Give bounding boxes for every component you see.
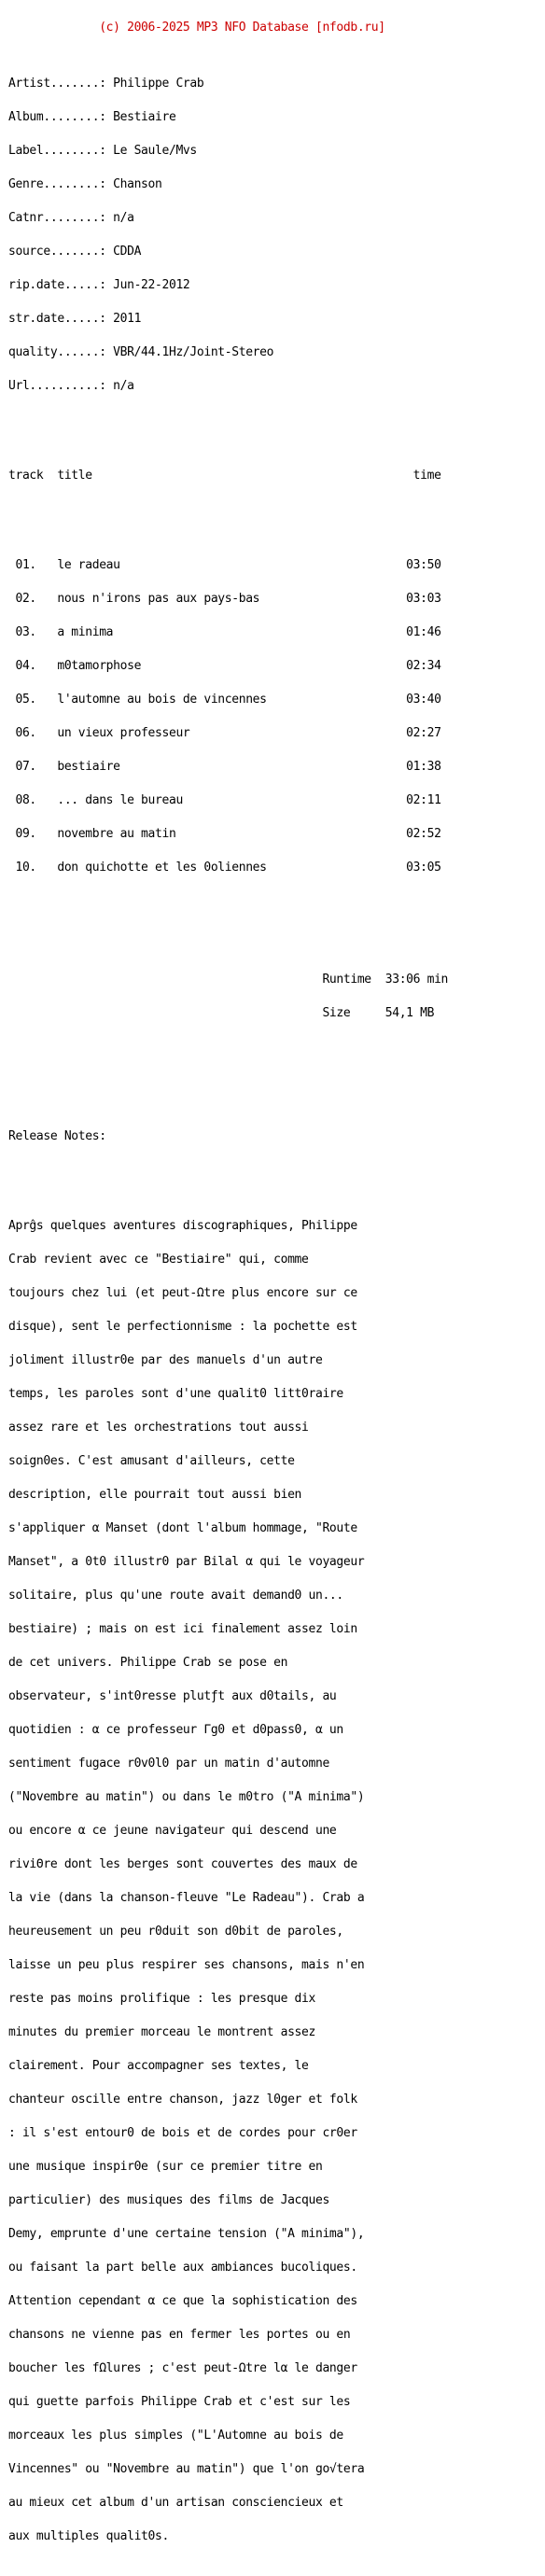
notes-line: chanteur oscille entre chanson, jazz l0ger et folk [8, 2093, 357, 2107]
notes-line: Manset", a 0t0 illustr0 par Bilal α qui le voyageur [8, 1555, 365, 1569]
notes-line: Crab revient avec ce "Bestiaire" qui, comme [8, 1253, 309, 1267]
notes-line: assez rare et les orchestrations tout aussi [8, 1421, 309, 1435]
summary [8, 952, 448, 1042]
release-notes-title: Release Notes: [8, 1129, 106, 1143]
notes-line: aux multiples qualit0s. [8, 2529, 169, 2543]
tracklist-header: track title time [8, 469, 441, 483]
notes-line: Vincennes" ou "Novembre au matin") que l'on go√tera [8, 2462, 365, 2476]
track-row: 08. ... dans le bureau 02:11 [8, 793, 441, 807]
spacer [8, 504, 448, 515]
notes-line: une musique inspir0e (sur ce premier titre en [8, 2160, 323, 2174]
info-artist: Artist.......: Philippe Crab [8, 77, 204, 91]
spacer [8, 1064, 448, 1075]
spacer [8, 437, 448, 448]
notes-line: la vie (dans la chanson-fleuve "Le Radeau"). Crab a [8, 1891, 365, 1905]
release-notes [8, 1198, 448, 2565]
nfo-document [8, 0, 448, 2576]
track-row: 10. don quichotte et les 0oliennes 03:05 [8, 861, 441, 875]
notes-line: heureusement un peu r0duit son d0bit de paroles, [8, 1925, 343, 1939]
notes-line: morceaux les plus simples ("L'Automne au bois de [8, 2429, 343, 2443]
notes-line: qui guette parfois Philippe Crab et c'est sur les [8, 2395, 351, 2409]
track-row: 04. m0tamorphose 02:34 [8, 659, 441, 673]
notes-line: temps, les paroles sont d'une qualit0 litt0raire [8, 1387, 343, 1401]
notes-line: boucher les fΩlures ; c'est peut-Ωtre lα le danger [8, 2361, 357, 2375]
tracklist [8, 538, 448, 896]
notes-line: au mieux cet album d'un artisan consciencieux et [8, 2496, 343, 2510]
notes-line: ou encore α ce jeune navigateur qui descend une [8, 1824, 337, 1838]
notes-line: soign0es. C'est amusant d'ailleurs, cette [8, 1454, 295, 1468]
info-genre: Genre........: Chanson [8, 177, 162, 191]
nfodb-header: (c) 2006-2025 MP3 NFO Database [nfodb.ru] [8, 21, 385, 35]
notes-line: sentiment fugace r0v0l0 par un matin d'automne [8, 1757, 329, 1771]
notes-line: toujours chez lui (et peut-Ωtre plus encore sur ce [8, 1286, 357, 1300]
notes-line: solitaire, plus qu'une route avait demand0 un... [8, 1589, 343, 1603]
runtime: Runtime 33:06 min [8, 973, 449, 987]
track-row: 03. a minima 01:46 [8, 625, 441, 639]
notes-line: Demy, emprunte d'une certaine tension ("A minima"), [8, 2227, 365, 2241]
track-row: 01. le radeau 03:50 [8, 558, 441, 572]
info-label: Label........: Le Saule/Mvs [8, 144, 197, 158]
notes-line: : il s'est entour0 de bois et de cordes pour cr0er [8, 2126, 357, 2140]
info-album: Album........: Bestiaire [8, 110, 176, 124]
spacer [8, 1098, 448, 1109]
notes-line: bestiaire) ; mais on est ici finalement assez loin [8, 1622, 357, 1636]
info-source: source.......: CDDA [8, 245, 142, 259]
notes-line: ou faisant la part belle aux ambiances bucoliques. [8, 2261, 357, 2275]
notes-line: laisse un peu plus respirer ses chansons, mais n'en [8, 1958, 365, 1972]
size: Size 54,1 MB [8, 1006, 435, 1020]
notes-line: disque), sent le perfectionnisme : la pochette est [8, 1320, 357, 1334]
spacer [8, 1165, 448, 1176]
notes-line: quotidien : α ce professeur Γg0 et d0pass0, α un [8, 1723, 343, 1737]
notes-line: Aprĝs quelques aventures discographiques, Philippe [8, 1219, 357, 1233]
track-row: 06. un vieux professeur 02:27 [8, 726, 441, 740]
info-catnr: Catnr........: n/a [8, 211, 134, 225]
notes-line: reste pas moins prolifique : les presque dix [8, 1992, 315, 2006]
notes-line: ("Novembre au matin") ou dans le m0tro ("A minima") [8, 1790, 365, 1804]
release-info [8, 56, 448, 414]
track-row: 02. nous n'irons pas aux pays-bas 03:03 [8, 592, 441, 606]
info-quality: quality......: VBR/44.1Hz/Joint-Stereo [8, 345, 274, 359]
notes-line: s'appliquer α Manset (dont l'album hommage, "Route [8, 1521, 357, 1535]
notes-line: Attention cependant α ce que la sophistication des [8, 2294, 357, 2308]
notes-line: description, elle pourrait tout aussi bien [8, 1488, 302, 1502]
notes-line: riviΘre dont les berges sont couvertes des maux de [8, 1857, 357, 1871]
notes-line: minutes du premier morceau le montrent assez [8, 2025, 315, 2039]
track-row: 07. bestiaire 01:38 [8, 760, 441, 774]
track-row: 09. novembre au matin 02:52 [8, 827, 441, 841]
notes-line: clairement. Pour accompagner ses textes, le [8, 2059, 309, 2073]
info-str-date: str.date.....: 2011 [8, 312, 142, 326]
info-rip-date: rip.date.....: Jun-22-2012 [8, 278, 190, 292]
notes-line: joliment illustr0e par des manuels d'un autre [8, 1353, 323, 1367]
notes-line: chansons ne vienne pas en fermer les portes ou en [8, 2328, 351, 2342]
notes-line: particulier) des musiques des films de Jacques [8, 2193, 329, 2207]
info-url: Url..........: n/a [8, 379, 134, 393]
track-row: 05. l'automne au bois de vincennes 03:40 [8, 693, 441, 707]
notes-line: de cet univers. Philippe Crab se pose en [8, 1656, 288, 1670]
spacer [8, 918, 448, 930]
notes-line: observateur, s'int0resse plutƒt aux d0tails, au [8, 1689, 337, 1703]
